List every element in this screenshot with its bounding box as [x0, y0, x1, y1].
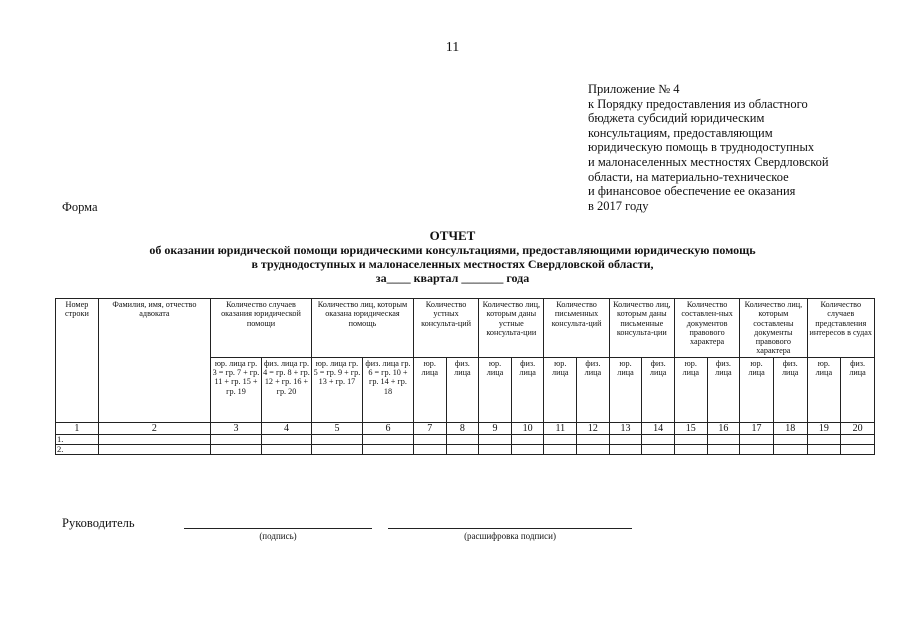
header-persons-documents: Количество лиц, которым составлены документы правового характера — [740, 299, 807, 358]
title-block — [0, 228, 905, 285]
header-row-number: Номер строки — [56, 299, 99, 423]
table-cell[interactable] — [446, 434, 479, 444]
header-persons-count: Количество лиц, которым оказана юридическая помощь — [311, 299, 413, 358]
table-cell[interactable] — [261, 434, 311, 444]
subheader-cell: физ. лица — [446, 357, 479, 422]
signature-line[interactable] — [184, 528, 372, 529]
table-cell[interactable] — [841, 444, 875, 454]
appendix-line: в 2017 году — [588, 198, 649, 213]
header-row — [56, 299, 875, 358]
page-number: 11 — [445, 40, 460, 55]
signature-decoding-line[interactable] — [388, 528, 632, 529]
table-cell[interactable] — [841, 434, 875, 444]
header-persons-written: Количество лиц, которым даны письменные консульта-ции — [609, 299, 674, 358]
subheader-cell: юр. лица — [807, 357, 841, 422]
column-number: 6 — [362, 422, 413, 434]
appendix-line: Приложение № 4 — [588, 82, 680, 96]
column-number: 10 — [511, 422, 544, 434]
table-cell[interactable] — [674, 444, 707, 454]
row-number: 1. — [56, 434, 99, 444]
column-number: 14 — [642, 422, 675, 434]
subheader-cell: физ. лица — [773, 357, 807, 422]
column-number: 9 — [479, 422, 512, 434]
table-cell[interactable] — [577, 434, 610, 444]
document-title: ОТЧЕТ — [429, 228, 476, 243]
column-number: 19 — [807, 422, 841, 434]
signature-decoding-caption: (расшифровка подписи) — [464, 531, 556, 541]
column-number: 17 — [740, 422, 774, 434]
header-persons-oral: Количество лиц, которым даны устные консульта-ции — [479, 299, 544, 358]
table-row — [56, 434, 875, 444]
table-cell[interactable] — [98, 444, 210, 454]
subheader-cell: физ. лица гр. 6 = гр. 10 + гр. 14 + гр. 18 — [362, 357, 413, 422]
subheader-cell: юр. лица — [413, 357, 446, 422]
column-number: 2 — [98, 422, 210, 434]
column-number: 13 — [609, 422, 642, 434]
table-cell[interactable] — [674, 434, 707, 444]
subheader-cell: юр. лица — [674, 357, 707, 422]
table-cell[interactable] — [413, 434, 446, 444]
column-number: 3 — [211, 422, 262, 434]
table-cell[interactable] — [707, 444, 740, 454]
column-number: 16 — [707, 422, 740, 434]
subheader-cell: юр. лица гр. 5 = гр. 9 + гр. 13 + гр. 17 — [311, 357, 362, 422]
table-cell[interactable] — [707, 434, 740, 444]
table-cell[interactable] — [807, 444, 841, 454]
appendix-line: к Порядку предоставления из областного — [588, 96, 808, 111]
column-number-row — [56, 422, 875, 434]
appendix-line: бюджета субсидий юридическим — [588, 111, 765, 126]
table-cell[interactable] — [577, 444, 610, 454]
subheader-cell: юр. лица гр. 3 = гр. 7 + гр. 11 + гр. 15 + гр. 19 — [211, 357, 262, 422]
row-number: 2. — [56, 444, 99, 454]
table-cell[interactable] — [544, 444, 577, 454]
appendix-block — [588, 82, 888, 213]
column-number: 20 — [841, 422, 875, 434]
column-number: 12 — [577, 422, 610, 434]
header-cases-count: Количество случаев оказания юридической помощи — [211, 299, 312, 358]
table-cell[interactable] — [609, 444, 642, 454]
table-cell[interactable] — [807, 434, 841, 444]
table-cell[interactable] — [740, 444, 774, 454]
header-court-representation: Количество случаев представления интересов в судах — [807, 299, 874, 358]
table-cell[interactable] — [642, 444, 675, 454]
subheader-cell: физ. лица — [707, 357, 740, 422]
table-cell[interactable] — [479, 434, 512, 444]
appendix-line: и малонаселенных местностях Свердловской — [588, 154, 829, 169]
subheader-cell: физ. лица — [642, 357, 675, 422]
table-cell[interactable] — [740, 434, 774, 444]
signature-caption: (подпись) — [259, 531, 297, 541]
table-cell[interactable] — [413, 444, 446, 454]
header-lawyer-name: Фамилия, имя, отчество адвоката — [98, 299, 210, 423]
column-number: 8 — [446, 422, 479, 434]
column-number: 4 — [261, 422, 311, 434]
table-cell[interactable] — [773, 434, 807, 444]
signature-label: Руководитель — [62, 516, 135, 530]
appendix-line: консультациям, предоставляющим — [588, 125, 773, 140]
table-cell[interactable] — [609, 434, 642, 444]
subheader-cell: физ. лица — [511, 357, 544, 422]
subheader-cell: физ. лица гр. 4 = гр. 8 + гр. 12 + гр. 16 + гр. 20 — [261, 357, 311, 422]
subheader-cell: юр. лица — [740, 357, 774, 422]
table-cell[interactable] — [773, 444, 807, 454]
table-row — [56, 444, 875, 454]
header-oral-consultations: Количество устных консульта-ций — [413, 299, 478, 358]
column-number: 7 — [413, 422, 446, 434]
table-cell[interactable] — [544, 434, 577, 444]
table-cell[interactable] — [362, 444, 413, 454]
subheader-cell: юр. лица — [544, 357, 577, 422]
table-cell[interactable] — [362, 434, 413, 444]
column-number: 18 — [773, 422, 807, 434]
table-cell[interactable] — [511, 434, 544, 444]
header-legal-documents: Количество составлен-ных документов правового характера — [674, 299, 739, 358]
table-cell[interactable] — [211, 444, 262, 454]
column-number: 5 — [311, 422, 362, 434]
appendix-line: и финансовое обеспечение ее оказания — [588, 184, 796, 199]
form-label: Форма — [62, 200, 98, 214]
table-cell[interactable] — [511, 444, 544, 454]
subtitle-line: за____ квартал _______ года — [375, 271, 530, 285]
table-cell[interactable] — [642, 434, 675, 444]
header-written-consultations: Количество письменных консульта-ций — [544, 299, 609, 358]
subheader-cell: юр. лица — [609, 357, 642, 422]
report-table — [55, 298, 875, 455]
table-cell[interactable] — [479, 444, 512, 454]
subtitle-line: об оказании юридической помощи юридическими консультациями, предоставляющими юридическую помощь — [149, 243, 756, 257]
table-cell[interactable] — [311, 444, 362, 454]
subtitle-line: в труднодоступных и малонаселенных местностях Свердловской области, — [251, 257, 654, 271]
table-cell[interactable] — [311, 434, 362, 444]
subheader-cell: физ. лица — [841, 357, 875, 422]
column-number: 11 — [544, 422, 577, 434]
appendix-line: области, на материально-техническое — [588, 169, 789, 184]
appendix-line: юридическую помощь в труднодоступных — [588, 140, 815, 155]
subheader-cell: физ. лица — [577, 357, 610, 422]
column-number: 1 — [56, 422, 99, 434]
table-cell[interactable] — [446, 444, 479, 454]
table-cell[interactable] — [211, 434, 262, 444]
table-cell[interactable] — [98, 434, 210, 444]
column-number: 15 — [674, 422, 707, 434]
subheader-cell: юр. лица — [479, 357, 512, 422]
table-cell[interactable] — [261, 444, 311, 454]
